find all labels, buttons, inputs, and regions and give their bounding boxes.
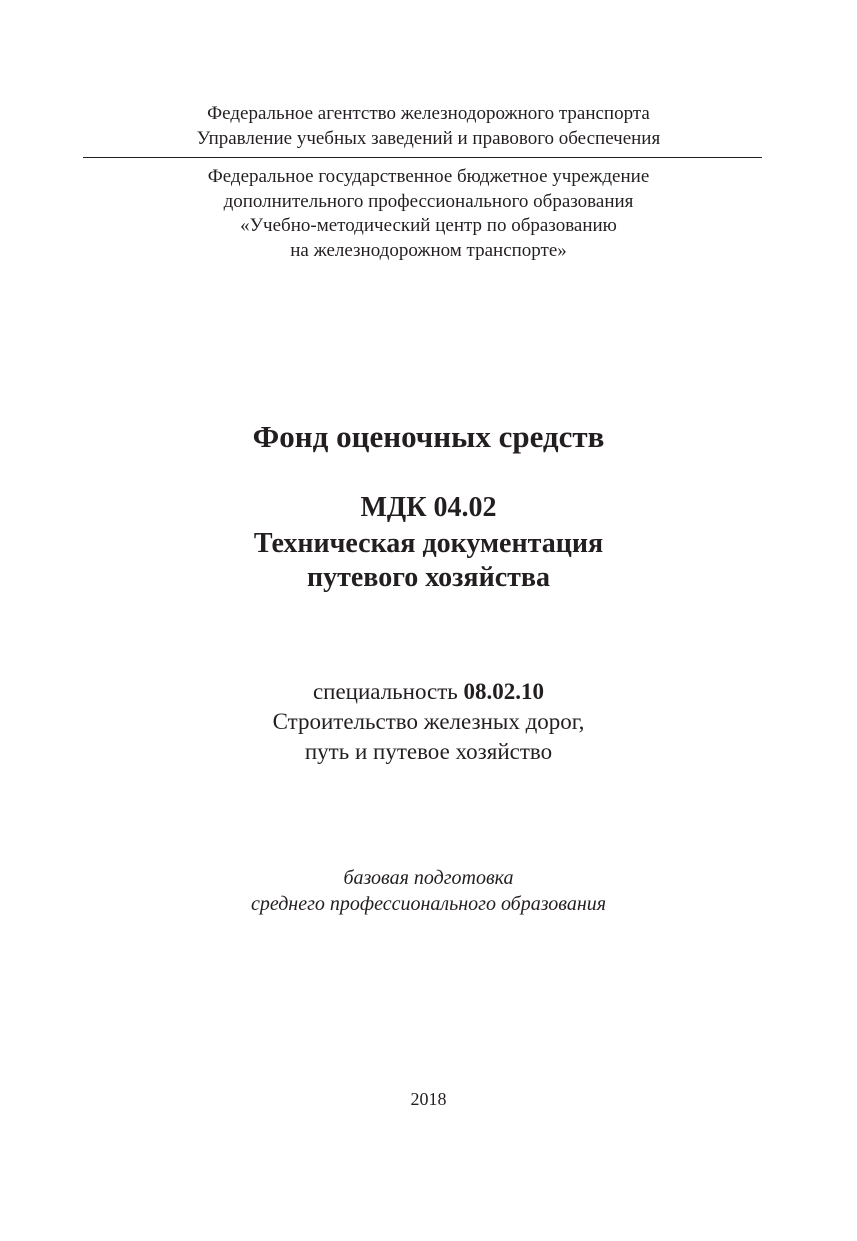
- education-level-line-1: базовая подготовка: [343, 867, 514, 889]
- agency-name: Федеральное агентство железнодорожного транспорта: [207, 103, 650, 124]
- module-name-line-1: Техническая документация: [253, 528, 604, 559]
- specialty-line: [0, 677, 857, 706]
- institution-line-4: на железнодорожном транспорте»: [290, 240, 567, 261]
- header-divider: [83, 157, 762, 158]
- specialty-name-line-2: путь и путевое хозяйство: [304, 739, 553, 764]
- specialty-name-line-1: Строительство железных дорог,: [272, 709, 585, 734]
- specialty-prefix: специальность: [312, 679, 464, 704]
- module-code: МДК 04.02: [360, 492, 497, 523]
- module-name-line-2: путевого хозяйства: [306, 562, 551, 593]
- education-level-line-2: среднего профессионального образования: [250, 893, 607, 915]
- institution-line-1: Федеральное государственное бюджетное учреждение: [207, 166, 650, 187]
- agency-department: Управление учебных заведений и правового обеспечения: [196, 128, 661, 149]
- publication-year: 2018: [410, 1089, 447, 1109]
- specialty-code: 08.02.10: [463, 679, 545, 704]
- institution-line-3: «Учебно-методический центр по образованию: [240, 215, 617, 236]
- institution-line-2: дополнительного профессионального образования: [223, 191, 634, 212]
- document-title: Фонд оценочных средств: [252, 419, 605, 454]
